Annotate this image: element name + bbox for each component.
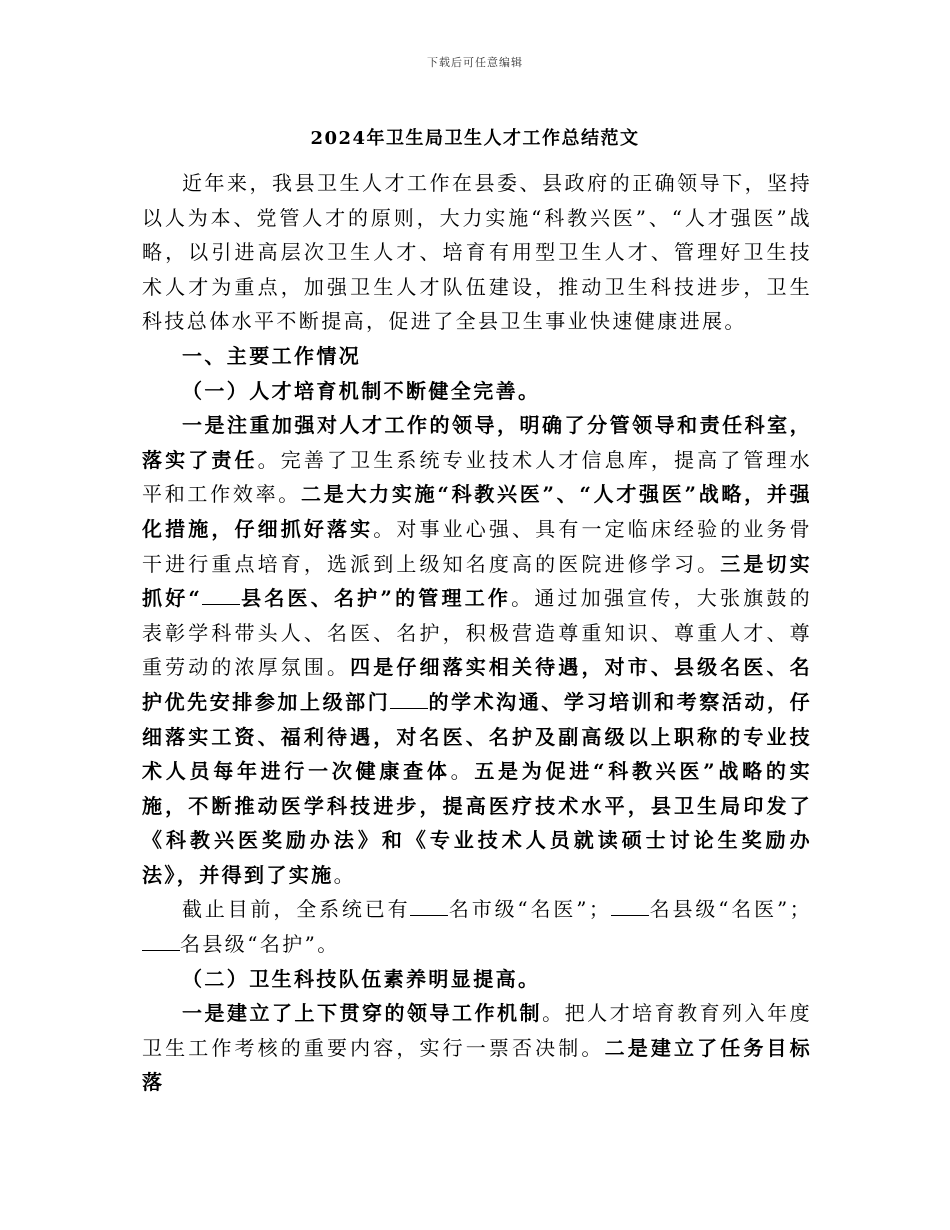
- bold-point-4a: 四是仔细落实相关待遇，对市、县级名医、名护优先安排参加上级部门: [142, 655, 812, 714]
- text-run: 。把人才培育教育列入年度卫生工作考核的重要内容，实行一票否决制。: [142, 1001, 812, 1060]
- bold-point-3b: 县名医、名护”的管理工作: [240, 586, 512, 611]
- document-body: [142, 166, 812, 1100]
- text-run: 截止目前，全系统已有: [182, 897, 411, 922]
- bold-point-1: 一是注重加强对人才工作的领导，明确了分管领导和责任科室，落实了责任: [142, 413, 812, 472]
- intro-paragraph: 近年来，我县卫生人才工作在县委、县政府的正确领导下，坚持以人为本、党管人才的原则，大力实施“科教兴医”、“人才强医”战略，以引进高层次卫生人才、培育有用型卫生人才、管理好卫生技术人才为重点，加强卫生人才队伍建设，推动卫生科技进步，卫生科技总体水平不断提高，促进了全县卫生事业快速健康进展。: [142, 171, 812, 334]
- text-run: 。对事业心强、具有一定临床经验的业务骨干进行重点培育，选派到上级知名度高的医院进修学习。: [142, 516, 813, 576]
- section-heading: 一、主要工作情况: [182, 343, 362, 368]
- bold-point-5: 五是为促进“科教兴医”战略的实施，不断推动医学科技进步，提高医疗技术水平，县卫生局印发了《科教兴医奖励办法》和《专业技术人员就读硕士讨论生奖励办法》，并得到了实施: [142, 759, 813, 887]
- text-run: 。完善了卫生系统专业技术人才信息库，提高了管理水平和工作效率。: [142, 447, 813, 507]
- fill-blank: [390, 690, 428, 709]
- text-run: 名市级“名医”；: [448, 897, 612, 922]
- document-title: 2024年卫生局卫生人才工作总结范文: [310, 128, 640, 149]
- text-run: 。: [450, 759, 475, 784]
- subsection-heading-1: （一）人才培育机制不断健全完善。: [182, 378, 541, 403]
- talent-cultivation-paragraph: [142, 408, 812, 892]
- fill-blank: [142, 932, 180, 951]
- text-run: 。: [333, 862, 357, 887]
- statistics-paragraph: [142, 892, 812, 961]
- bold-point-1: 一是建立了上下贯穿的领导工作机制: [182, 1001, 543, 1026]
- fill-blank: [611, 897, 649, 916]
- fill-blank: [202, 586, 240, 605]
- bold-point-4b: 的学术沟通、学习培训和考察活动，仔细落实工资、福利待遇，对名医、名护及副高级以上职称的专业技术人员每年进行一次健康查体: [142, 689, 812, 784]
- text-run: 名县级“名护”。: [180, 932, 340, 957]
- bold-point-2: 二是大力实施“科教兴医”、“人才强医”战略，并强化措施，仔细抓好落实: [142, 482, 812, 541]
- team-quality-paragraph: [142, 996, 812, 1100]
- page-header-note: 下载后可任意编辑: [427, 56, 523, 69]
- bold-point-3a: 三是切实抓好“: [142, 551, 813, 611]
- text-run: 名县级“名医”；: [649, 897, 813, 922]
- bold-point-2: 二是建立了任务目标落: [142, 1035, 813, 1095]
- subsection-heading-2: （二）卫生科技队伍素养明显提高。: [182, 966, 541, 991]
- text-run: 。通过加强宣传，大张旗鼓的表彰学科带头人、名医、名护，积极营造尊重知识、尊重人才、尊重劳动的浓厚氛围。: [142, 586, 812, 680]
- fill-blank: [410, 897, 448, 916]
